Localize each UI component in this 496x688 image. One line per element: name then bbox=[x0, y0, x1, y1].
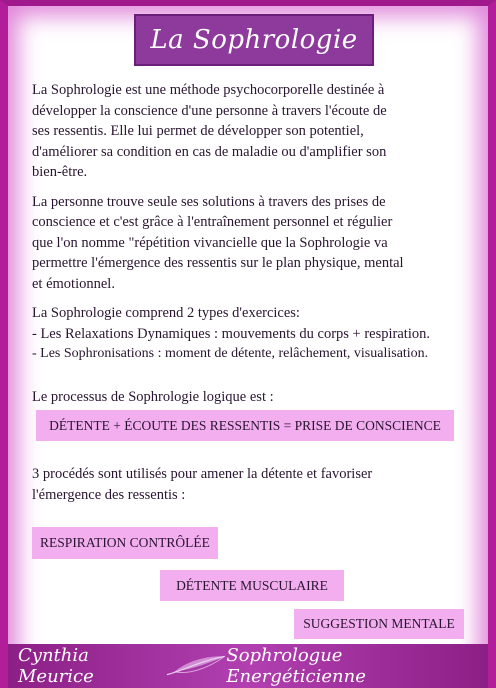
procedure-label: RESPIRATION CONTRÔLÉE bbox=[40, 535, 210, 550]
procedures-intro bbox=[32, 464, 482, 514]
feather-icon bbox=[165, 653, 227, 679]
text-line: ses ressentis. Elle lui permet de développer son potentiel, bbox=[32, 123, 364, 139]
text-line: permettre l'émergence des ressentis sur le plan physique, mental bbox=[32, 255, 404, 271]
author-role: Sophrologue Energéticienne bbox=[226, 645, 366, 687]
text-line: développer la conscience d'une personne à travers l'écoute de bbox=[32, 102, 387, 119]
procedure-box-suggestion bbox=[294, 609, 464, 639]
footer-banner bbox=[8, 644, 488, 688]
text-line: La Sophrologie comprend 2 types d'exercices: bbox=[32, 305, 300, 321]
text-line: l'émergence des ressentis : bbox=[32, 486, 186, 503]
procedure-box-relaxation bbox=[160, 570, 344, 601]
procedure-label: SUGGESTION MENTALE bbox=[303, 616, 455, 631]
page-title: La Sophrologie bbox=[150, 25, 358, 55]
text-line: - Les Sophronisations : moment de détente, relâchement, visualisation. bbox=[32, 346, 429, 361]
text-line: que l'on nomme "répétition vivancielle que la Sophrologie va bbox=[32, 234, 388, 251]
intro-paragraph bbox=[32, 80, 482, 183]
text-line: 3 procédés sont utilisés pour amener la détente et favoriser bbox=[32, 466, 373, 482]
procedure-box-breathing bbox=[32, 527, 218, 559]
exercises-paragraph bbox=[32, 303, 482, 365]
process-intro bbox=[32, 387, 482, 408]
procedure-label: DÉTENTE MUSCULAIRE bbox=[176, 577, 328, 593]
title-banner bbox=[134, 14, 374, 66]
main-content bbox=[32, 80, 482, 416]
text-line: d'améliorer sa condition en cas de maladie ou d'amplifier son bbox=[32, 143, 387, 160]
text-line: bien-être. bbox=[32, 164, 88, 180]
procedures-intro-text bbox=[32, 464, 482, 505]
text-line: La personne trouve seule ses solutions à travers des prises de bbox=[32, 193, 386, 210]
process-formula: DÉTENTE + ÉCOUTE DES RESSENTIS = PRISE DE CONSCIENCE bbox=[49, 417, 441, 433]
text-line: Le processus de Sophrologie logique est : bbox=[32, 388, 274, 405]
text-line: - Les Relaxations Dynamiques : mouvements du corps + respiration. bbox=[32, 325, 430, 342]
text-line: et émotionnel. bbox=[32, 275, 115, 292]
solutions-paragraph bbox=[32, 192, 482, 295]
text-line: La Sophrologie est une méthode psychocorporelle destinée à bbox=[32, 82, 385, 98]
author-name: Cynthia Meurice bbox=[18, 645, 94, 687]
process-formula-box bbox=[36, 410, 454, 441]
text-line: conscience et c'est grâce à l'entraînement personnel et régulier bbox=[32, 214, 393, 230]
